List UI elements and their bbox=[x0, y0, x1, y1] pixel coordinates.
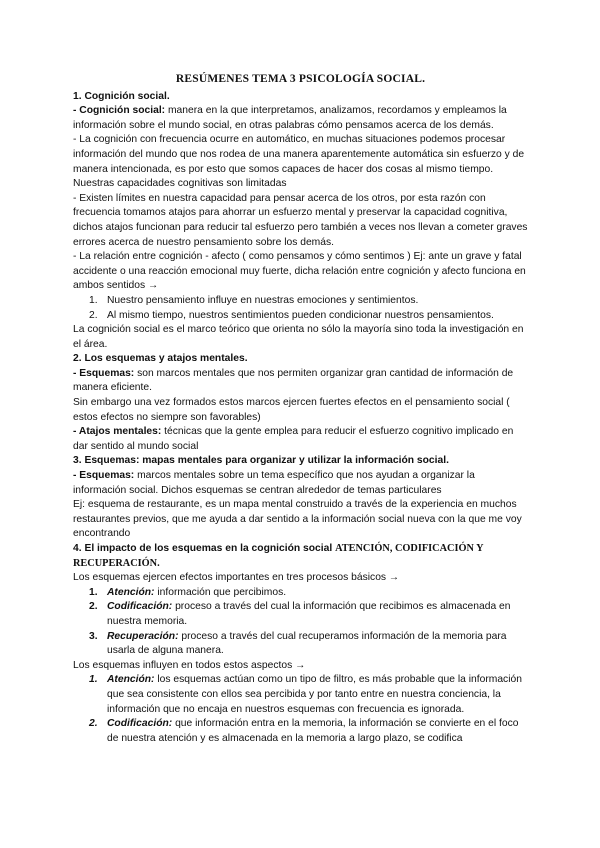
term-label: - Esquemas: bbox=[73, 470, 135, 482]
paragraph: Sin embargo una vez formados estos marcos ejercen fuertes efectos en el pensamiento social ( estos efectos no siempre son favorables) bbox=[73, 397, 510, 423]
term-label: Atención: bbox=[107, 674, 155, 686]
list-item-text: los esquemas actúan como un tipo de filtro, es más probable que la información que sea consistente con ellos sea percibida y por tanto entre en nuestra conciencia, la información que no encaja en nuestros esquemas con frecuencia es ignorada. bbox=[107, 674, 522, 715]
list-number: 2. bbox=[89, 309, 98, 321]
paragraph: Ej: esquema de restaurante, es un mapa mental construido a través de la experiencia en muchos restaurantes previos, que me ayuda a dar sentido a la información social nueva con la que me voy encontrando bbox=[73, 499, 522, 540]
paragraph-text: técnicas que la gente emplea para reducir el esfuerzo cognitivo implicado en dar sentido al mundo social bbox=[73, 426, 514, 452]
list-number: 1. bbox=[89, 294, 98, 306]
list-item-text: proceso a través del cual la información que recibimos es almacenada en nuestra memoria. bbox=[107, 601, 511, 627]
paragraph-text: marcos mentales sobre un tema específico que nos ayudan a organizar la información social. Dichos esquemas se centran alrededor de temas particulares bbox=[73, 470, 475, 496]
list-item-text: proceso a través del cual recuperamos información de la memoria para usarla de alguna manera. bbox=[107, 630, 507, 657]
paragraph bbox=[73, 104, 528, 133]
section-1-heading: 1. Cognición social. bbox=[73, 90, 170, 102]
list-item-text: que información entra en la memoria, la información se convierte en el foco de nuestra atención y es almacenada en la memoria a largo plazo, se codifica bbox=[107, 718, 519, 744]
term-label: Codificación: bbox=[107, 601, 173, 613]
section-3-heading: 3. Esquemas: mapas mentales para organizar y utilizar la información social. bbox=[73, 455, 449, 467]
document-title: RESÚMENES TEMA 3 PSICOLOGÍA SOCIAL. bbox=[175, 73, 426, 85]
term-label: - Atajos mentales: bbox=[73, 426, 162, 438]
list-item bbox=[73, 600, 528, 629]
term-label: Codificación: bbox=[107, 718, 173, 730]
list-number: 1. bbox=[89, 674, 98, 686]
paragraph: La cognición social es el marco teórico que orienta no sólo la mayoría sino toda la investigación en el área. bbox=[73, 324, 524, 350]
numbered-list bbox=[73, 294, 528, 323]
list-number: 1. bbox=[89, 586, 98, 598]
list-number: 2. bbox=[89, 601, 98, 613]
term-label: - Esquemas: bbox=[73, 367, 135, 379]
list-item bbox=[73, 309, 528, 324]
list-item bbox=[73, 630, 528, 659]
term-label: - Cognición social: bbox=[73, 105, 166, 117]
list-number: 3. bbox=[89, 630, 98, 642]
paragraph bbox=[73, 469, 528, 498]
section-2-heading: 2. Los esquemas y atajos mentales. bbox=[73, 353, 248, 365]
paragraph-text: manera en la que interpretamos, analizamos, recordamos y empleamos la información sobre el mundo social, en otras palabras cómo pensamos acerca de los demás. bbox=[73, 105, 507, 131]
term-label: Atención: bbox=[107, 586, 155, 598]
term-label: Recuperación: bbox=[107, 630, 179, 642]
paragraph bbox=[73, 367, 528, 396]
list-item bbox=[73, 586, 528, 601]
heading-caps-text: ATENCIÓN, CODIFICACIÓN Y RECUPERACIÓN. bbox=[73, 543, 484, 569]
paragraph bbox=[73, 425, 528, 454]
numbered-list bbox=[73, 673, 528, 746]
list-item bbox=[73, 717, 528, 746]
list-item bbox=[73, 673, 528, 717]
paragraph-text: son marcos mentales que nos permiten organizar gran cantidad de información de manera eficiente. bbox=[73, 367, 514, 394]
section-4-heading bbox=[73, 542, 528, 571]
list-item-text: información que percibimos. bbox=[154, 586, 287, 598]
paragraph: - La cognición con frecuencia ocurre en automático, en muchas situaciones podemos procesar información del mundo que nos rodea de una manera aparentemente automática sin esfuerzo y de manera intencionada, es por esto que somos capaces de hacer dos cosas al mismo tiempo. Nuestras capacidades cognitivas son limitadas bbox=[73, 134, 525, 190]
heading-text: 4. El impacto de los esquemas en la cognición social bbox=[73, 543, 336, 554]
document-body bbox=[73, 72, 528, 746]
list-number: 2. bbox=[89, 718, 98, 730]
list-item-text: Nuestro pensamiento influye en nuestras emociones y sentimientos. bbox=[107, 294, 419, 306]
numbered-list bbox=[73, 586, 528, 659]
list-item bbox=[73, 294, 528, 309]
paragraph: - Existen límites en nuestra capacidad para pensar acerca de los otros, por esta razón con frecuencia tomamos atajos para ahorrar un esfuerzo mental y preservar la capacidad cognitiva, dichos atajos funcionan para reducir tal esfuerzo pero también a veces nos llevan a cometer graves errores acerca de nuestro pensamiento sobre los demás. bbox=[73, 192, 528, 248]
list-item-text: Al mismo tiempo, nuestros sentimientos pueden condicionar nuestros pensamientos. bbox=[107, 309, 494, 321]
paragraph: Los esquemas ejercen efectos importantes en tres procesos básicos → bbox=[73, 572, 400, 584]
paragraph: Los esquemas influyen en todos estos aspectos → bbox=[73, 659, 306, 671]
paragraph: - La relación entre cognición - afecto ( como pensamos y cómo sentimos ) Ej: ante un grave y fatal accidente o una reacción emocional muy fuerte, dicha relación entre cognición y afecto funciona en ambos sentidos → bbox=[73, 251, 526, 292]
